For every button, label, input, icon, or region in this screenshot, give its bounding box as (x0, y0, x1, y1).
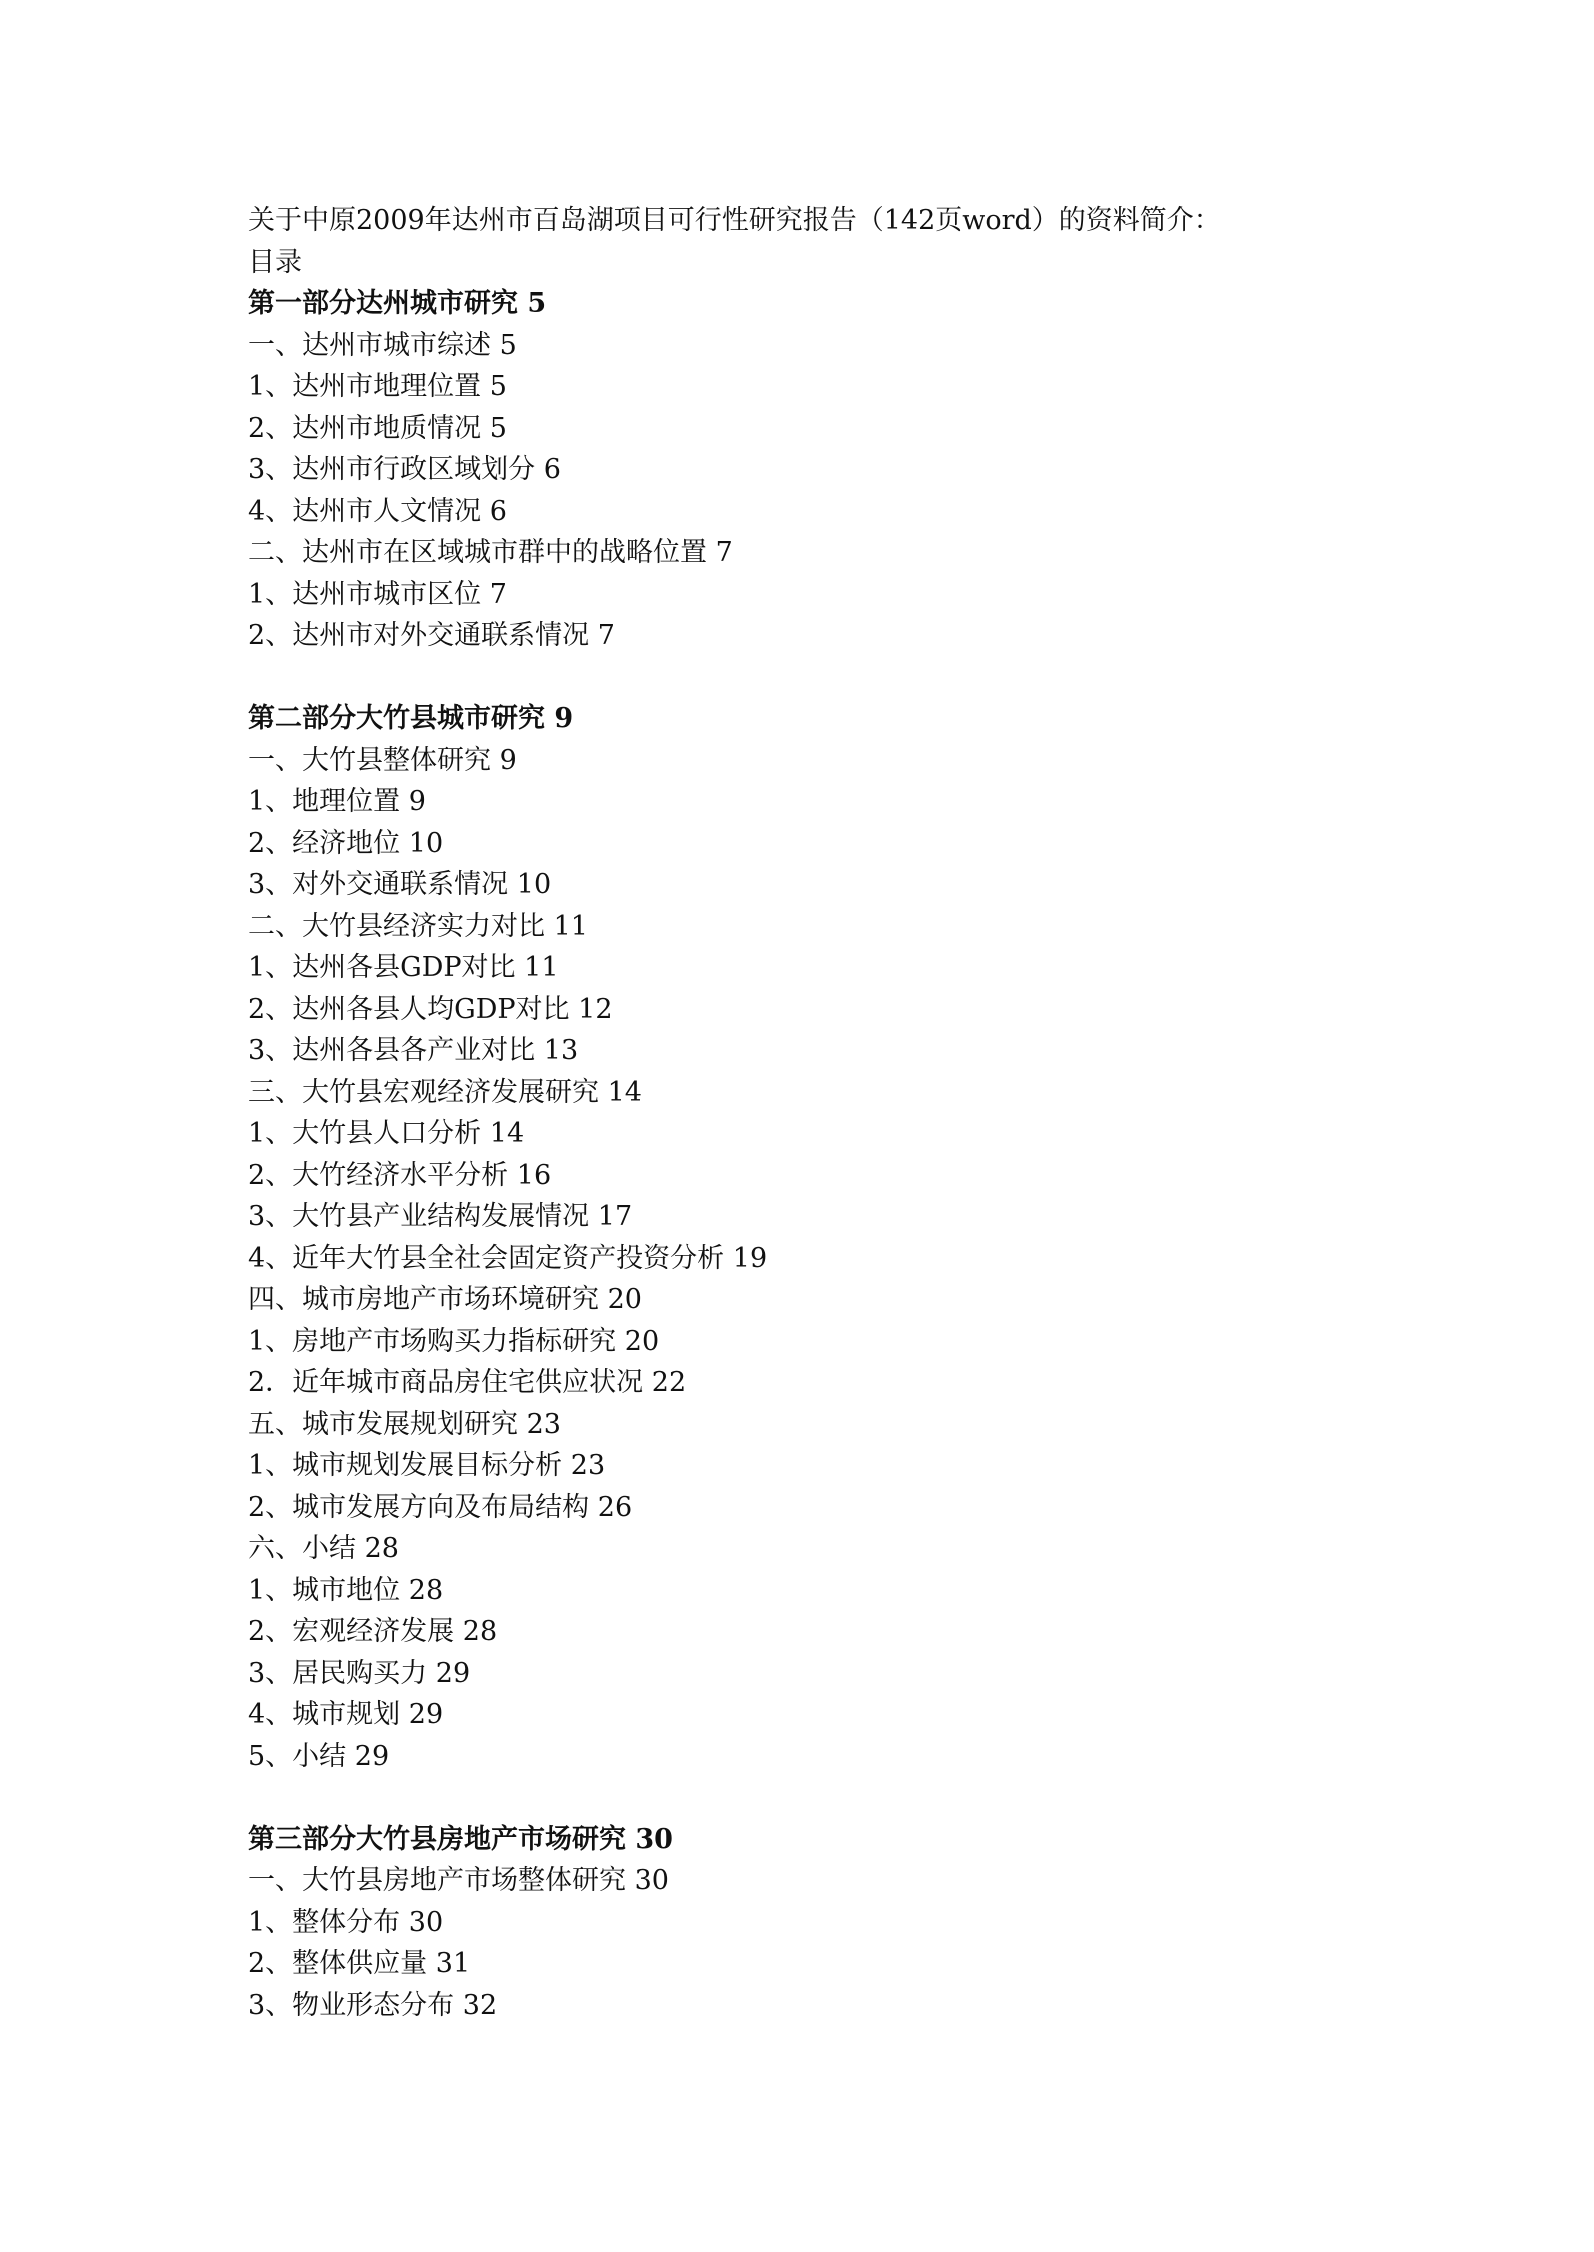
toc-entry: 1、房地产市场购买力指标研究 20 (248, 1325, 660, 1357)
toc-entry: 一、达州市城市综述 5 (248, 329, 517, 361)
toc-entry: 5、小结 29 (248, 1740, 390, 1772)
toc-entry: 3、居民购买力 29 (248, 1657, 471, 1689)
toc-entry: 1、大竹县人口分析 14 (248, 1118, 525, 1149)
toc-entry: 六、小结 28 (248, 1533, 399, 1564)
toc-entry: 3、物业形态分布 32 (248, 1989, 498, 2021)
document-page (248, 200, 1398, 2026)
toc-entry: 2、达州市地质情况 5 (248, 412, 507, 444)
toc-part-title: 第一部分达州城市研究 5 (248, 288, 547, 319)
toc-entry: 1、城市规划发展目标分析 23 (248, 1450, 606, 1481)
toc-entry: 2、整体供应量 31 (248, 1948, 471, 1979)
toc-entry: 4、达州市人文情况 6 (248, 495, 507, 527)
toc-entry: 2、达州市对外交通联系情况 7 (248, 620, 615, 651)
toc-entry: 3、对外交通联系情况 10 (248, 869, 552, 900)
toc-section-1 (248, 283, 1398, 657)
toc-label: 目录 (248, 246, 302, 278)
toc-entry: 4、近年大竹县全社会固定资产投资分析 19 (248, 1242, 768, 1274)
toc-entry: 2、大竹经济水平分析 16 (248, 1159, 552, 1191)
section-spacer (248, 657, 1398, 699)
toc-part-title: 第三部分大竹县房地产市场研究 30 (248, 1823, 673, 1855)
toc-section-2 (248, 698, 1398, 1777)
toc-entry: 2．近年城市商品房住宅供应状况 22 (248, 1367, 687, 1398)
section-spacer (248, 1777, 1398, 1819)
toc-entry: 3、达州市行政区域划分 6 (248, 454, 561, 485)
toc-entry: 3、大竹县产业结构发展情况 17 (248, 1201, 633, 1232)
toc-entry: 2、达州各县人均GDP对比 12 (248, 993, 613, 1025)
toc-entry: 1、城市地位 28 (248, 1574, 444, 1606)
toc-entry: 三、大竹县宏观经济发展研究 14 (248, 1076, 642, 1108)
toc-entry: 四、城市房地产市场环境研究 20 (248, 1284, 642, 1315)
toc-entry: 一、大竹县房地产市场整体研究 30 (248, 1865, 669, 1896)
toc-section-3 (248, 1819, 1398, 2027)
toc-part-title: 第二部分大竹县城市研究 9 (248, 703, 574, 734)
toc-entry: 1、达州市地理位置 5 (248, 371, 507, 402)
toc-entry: 二、大竹县经济实力对比 11 (248, 910, 588, 942)
toc-entry: 五、城市发展规划研究 23 (248, 1408, 561, 1440)
toc-entry: 2、经济地位 10 (248, 827, 444, 859)
toc-entry: 3、达州各县各产业对比 13 (248, 1035, 579, 1066)
toc-entry: 4、城市规划 29 (248, 1699, 444, 1730)
toc-entry: 1、达州各县GDP对比 11 (248, 952, 559, 983)
intro-text: 关于中原2009年达州市百岛湖项目可行性研究报告（142页word）的资料简介： (248, 205, 1221, 236)
toc-entry: 1、达州市城市区位 7 (248, 578, 507, 610)
toc-entry: 1、地理位置 9 (248, 786, 426, 817)
toc-entry: 二、达州市在区域城市群中的战略位置 7 (248, 537, 733, 568)
toc-entry: 2、城市发展方向及布局结构 26 (248, 1491, 633, 1523)
toc-entry: 1、整体分布 30 (248, 1906, 444, 1938)
toc-entry: 一、大竹县整体研究 9 (248, 744, 517, 776)
toc-entry: 2、宏观经济发展 28 (248, 1616, 498, 1647)
